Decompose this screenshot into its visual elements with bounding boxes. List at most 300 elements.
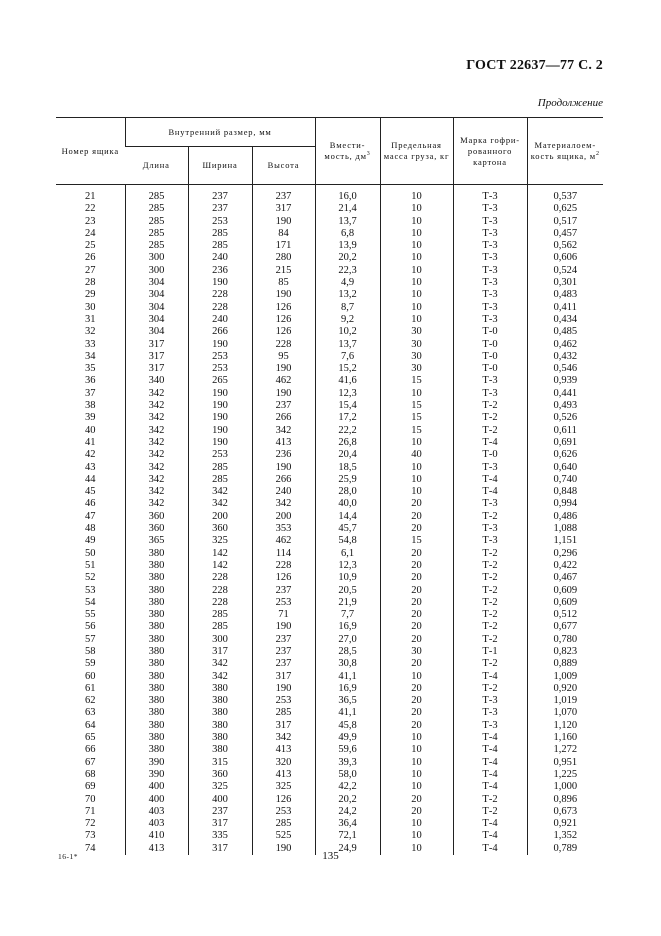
cell-height: 237 (252, 658, 315, 670)
cell-length: 380 (125, 572, 188, 584)
cell-number: 52 (85, 572, 96, 584)
cell-length: 380 (125, 695, 188, 707)
cell-material: 0,434 (527, 314, 603, 326)
table-row (56, 252, 603, 264)
cell-max-mass: 20 (380, 634, 453, 646)
table-row (56, 351, 603, 363)
cell-max-mass: 15 (380, 375, 453, 387)
cell-max-mass: 20 (380, 597, 453, 609)
cell-width: 285 (188, 228, 252, 240)
cell-width: 190 (188, 437, 252, 449)
cell-length: 342 (125, 486, 188, 498)
cell-material: 0,889 (527, 658, 603, 670)
col-header-material (527, 118, 603, 185)
cell-height: 85 (252, 277, 315, 289)
cell-cardboard-brand: Т-1 (453, 646, 527, 658)
cell-max-mass: 10 (380, 671, 453, 683)
cell-number: 69 (85, 781, 96, 793)
cell-height: 126 (252, 326, 315, 338)
cell-number: 49 (85, 535, 96, 547)
cell-height: 228 (252, 339, 315, 351)
table-row (56, 769, 603, 781)
cell-cardboard-brand: Т-2 (453, 794, 527, 806)
cell-length: 380 (125, 707, 188, 719)
cell-height: 266 (252, 412, 315, 424)
cell-max-mass: 30 (380, 326, 453, 338)
cell-material: 1,160 (527, 732, 603, 744)
cell-length: 380 (125, 560, 188, 572)
cell-material: 1,070 (527, 707, 603, 719)
cell-capacity: 6,8 (315, 228, 380, 240)
table-row (56, 425, 603, 437)
cell-capacity: 15,4 (315, 400, 380, 412)
cell-number: 46 (85, 498, 96, 510)
cell-material: 0,512 (527, 609, 603, 621)
cell-number: 22 (85, 203, 96, 215)
table-header (56, 118, 603, 185)
box-dimensions-table-wrapper (56, 117, 603, 855)
table-row (56, 830, 603, 842)
table-row (56, 326, 603, 338)
cell-width: 285 (188, 609, 252, 621)
cell-max-mass: 10 (380, 240, 453, 252)
cell-width: 342 (188, 658, 252, 670)
cell-width: 380 (188, 695, 252, 707)
cell-capacity: 13,7 (315, 339, 380, 351)
table-row (56, 720, 603, 732)
cell-cardboard-brand: Т-2 (453, 400, 527, 412)
cell-max-mass: 10 (380, 302, 453, 314)
cell-length: 400 (125, 794, 188, 806)
cell-width: 200 (188, 511, 252, 523)
cell-length: 342 (125, 474, 188, 486)
cell-capacity: 24,9 (315, 843, 380, 855)
cell-material: 0,920 (527, 683, 603, 695)
cell-max-mass: 10 (380, 314, 453, 326)
cell-capacity: 22,3 (315, 265, 380, 277)
cell-height: 253 (252, 597, 315, 609)
table-row (56, 486, 603, 498)
cell-cardboard-brand: Т-3 (453, 302, 527, 314)
cell-height: 240 (252, 486, 315, 498)
table-row (56, 609, 603, 621)
cell-material: 0,896 (527, 794, 603, 806)
cell-width: 325 (188, 535, 252, 547)
cell-width: 380 (188, 732, 252, 744)
cell-material: 1,000 (527, 781, 603, 793)
cell-max-mass: 30 (380, 351, 453, 363)
cell-length: 380 (125, 646, 188, 658)
cell-capacity: 17,2 (315, 412, 380, 424)
cell-width: 342 (188, 671, 252, 683)
cell-height: 342 (252, 498, 315, 510)
cell-material: 0,606 (527, 252, 603, 264)
cell-material: 0,611 (527, 425, 603, 437)
cell-length: 403 (125, 806, 188, 818)
cell-height: 190 (252, 621, 315, 633)
cell-material: 0,625 (527, 203, 603, 215)
cell-width: 240 (188, 314, 252, 326)
cell-material: 0,677 (527, 621, 603, 633)
cell-material: 0,411 (527, 302, 603, 314)
cell-width: 317 (188, 646, 252, 658)
cell-cardboard-brand: Т-2 (453, 412, 527, 424)
cell-capacity: 13,2 (315, 289, 380, 301)
cell-width: 300 (188, 634, 252, 646)
cell-number: 70 (85, 793, 96, 805)
cell-height: 95 (252, 351, 315, 363)
cell-max-mass: 10 (380, 277, 453, 289)
cell-capacity: 13,9 (315, 240, 380, 252)
cell-cardboard-brand: Т-3 (453, 191, 527, 203)
table-row (56, 498, 603, 510)
cell-width: 400 (188, 794, 252, 806)
cell-height: 317 (252, 203, 315, 215)
cell-number: 25 (85, 240, 96, 252)
cell-max-mass: 10 (380, 252, 453, 264)
table-row (56, 449, 603, 461)
cell-width: 253 (188, 363, 252, 375)
cell-capacity: 72,1 (315, 830, 380, 842)
cell-number: 27 (85, 264, 96, 276)
cell-material: 0,673 (527, 806, 603, 818)
cell-max-mass: 20 (380, 720, 453, 732)
cell-material: 0,462 (527, 339, 603, 351)
cell-cardboard-brand: Т-3 (453, 252, 527, 264)
cell-capacity: 4,9 (315, 277, 380, 289)
cell-cardboard-brand: Т-3 (453, 240, 527, 252)
table-row (56, 302, 603, 314)
cell-material: 0,640 (527, 462, 603, 474)
cell-width: 190 (188, 388, 252, 400)
cell-max-mass: 20 (380, 548, 453, 560)
cell-capacity: 27,0 (315, 634, 380, 646)
cell-max-mass: 15 (380, 412, 453, 424)
cell-length: 380 (125, 548, 188, 560)
table-row (56, 535, 603, 547)
cell-material: 0,562 (527, 240, 603, 252)
cell-capacity: 41,6 (315, 375, 380, 387)
cell-max-mass: 30 (380, 646, 453, 658)
cell-width: 253 (188, 351, 252, 363)
table-row (56, 523, 603, 535)
cell-length: 304 (125, 314, 188, 326)
cell-length: 304 (125, 289, 188, 301)
cell-length: 300 (125, 265, 188, 277)
cell-capacity: 26,8 (315, 437, 380, 449)
table-row (56, 240, 603, 252)
cell-length: 342 (125, 498, 188, 510)
cell-height: 190 (252, 843, 315, 855)
cell-height: 114 (252, 548, 315, 560)
col-header-material-unit-exponent: 2 (595, 151, 600, 158)
cell-number: 36 (85, 375, 96, 387)
cell-material: 0,457 (527, 228, 603, 240)
cell-capacity: 12,3 (315, 388, 380, 400)
cell-capacity: 8,7 (315, 302, 380, 314)
cell-max-mass: 10 (380, 437, 453, 449)
cell-cardboard-brand: Т-3 (453, 314, 527, 326)
cell-width: 380 (188, 720, 252, 732)
cell-length: 413 (125, 843, 188, 855)
cell-width: 237 (188, 191, 252, 203)
cell-width: 285 (188, 621, 252, 633)
table-row (56, 228, 603, 240)
cell-number: 60 (85, 670, 96, 682)
cell-number: 55 (85, 609, 96, 621)
cell-length: 410 (125, 830, 188, 842)
cell-material: 0,921 (527, 818, 603, 830)
cell-number: 63 (85, 707, 96, 719)
cell-max-mass: 10 (380, 388, 453, 400)
col-header-number: Номер ящика (56, 118, 125, 185)
cell-max-mass: 10 (380, 462, 453, 474)
cell-width: 237 (188, 203, 252, 215)
cell-width: 266 (188, 326, 252, 338)
cell-material: 0,537 (527, 191, 603, 203)
cell-cardboard-brand: Т-3 (453, 388, 527, 400)
cell-capacity: 21,9 (315, 597, 380, 609)
cell-length: 285 (125, 228, 188, 240)
cell-cardboard-brand: Т-0 (453, 363, 527, 375)
cell-number: 57 (85, 633, 96, 645)
cell-number: 21 (85, 191, 96, 202)
table-row (56, 621, 603, 633)
cell-height: 317 (252, 671, 315, 683)
cell-width: 253 (188, 216, 252, 228)
cell-number: 53 (85, 584, 96, 596)
cell-max-mass: 10 (380, 818, 453, 830)
cell-material: 0,467 (527, 572, 603, 584)
cell-max-mass: 20 (380, 511, 453, 523)
cell-max-mass: 20 (380, 806, 453, 818)
cell-cardboard-brand: Т-3 (453, 228, 527, 240)
cell-height: 190 (252, 363, 315, 375)
table-row (56, 560, 603, 572)
cell-material: 1,088 (527, 523, 603, 535)
cell-number: 33 (85, 338, 96, 350)
cell-number: 34 (85, 350, 96, 362)
table-row (56, 806, 603, 818)
continuation-label: Продолжение (537, 97, 603, 109)
cell-height: 280 (252, 252, 315, 264)
cell-number: 73 (85, 830, 96, 842)
cell-number: 67 (85, 756, 96, 768)
cell-number: 61 (85, 682, 96, 694)
cell-material: 0,296 (527, 548, 603, 560)
cell-length: 342 (125, 425, 188, 437)
cell-capacity: 45,8 (315, 720, 380, 732)
cell-length: 342 (125, 437, 188, 449)
cell-number: 24 (85, 227, 96, 239)
cell-width: 360 (188, 769, 252, 781)
cell-width: 380 (188, 707, 252, 719)
cell-capacity: 45,7 (315, 523, 380, 535)
cell-cardboard-brand: Т-4 (453, 732, 527, 744)
cell-width: 190 (188, 277, 252, 289)
cell-material: 0,823 (527, 646, 603, 658)
cell-length: 342 (125, 412, 188, 424)
cell-height: 190 (252, 462, 315, 474)
cell-material: 1,225 (527, 769, 603, 781)
cell-height: 200 (252, 511, 315, 523)
cell-max-mass: 10 (380, 830, 453, 842)
cell-material: 0,422 (527, 560, 603, 572)
cell-height: 190 (252, 683, 315, 695)
cell-width: 285 (188, 240, 252, 252)
cell-capacity: 16,9 (315, 683, 380, 695)
cell-height: 126 (252, 302, 315, 314)
cell-width: 142 (188, 560, 252, 572)
cell-height: 462 (252, 375, 315, 387)
cell-length: 380 (125, 658, 188, 670)
cell-width: 380 (188, 683, 252, 695)
cell-number: 38 (85, 400, 96, 412)
cell-length: 317 (125, 363, 188, 375)
cell-cardboard-brand: Т-4 (453, 830, 527, 842)
col-header-capacity (315, 118, 380, 185)
table-row (56, 658, 603, 670)
cell-capacity: 49,9 (315, 732, 380, 744)
cell-height: 84 (252, 228, 315, 240)
col-header-inner-size: Внутренний размер, мм (125, 118, 315, 147)
cell-length: 380 (125, 683, 188, 695)
cell-width: 142 (188, 548, 252, 560)
cell-length: 285 (125, 191, 188, 203)
cell-cardboard-brand: Т-2 (453, 806, 527, 818)
cell-cardboard-brand: Т-0 (453, 449, 527, 461)
cell-length: 380 (125, 744, 188, 756)
cell-number: 65 (85, 732, 96, 744)
cell-capacity: 10,2 (315, 326, 380, 338)
cell-material: 0,483 (527, 289, 603, 301)
col-header-width: Ширина (188, 147, 252, 185)
cell-material: 0,789 (527, 843, 603, 855)
cell-length: 380 (125, 609, 188, 621)
cell-capacity: 42,2 (315, 781, 380, 793)
cell-length: 304 (125, 277, 188, 289)
box-dimensions-table (56, 117, 603, 855)
cell-material: 0,951 (527, 757, 603, 769)
cell-height: 71 (252, 609, 315, 621)
cell-number: 26 (85, 252, 96, 264)
cell-capacity: 20,5 (315, 585, 380, 597)
cell-max-mass: 10 (380, 228, 453, 240)
cell-material: 0,485 (527, 326, 603, 338)
cell-max-mass: 20 (380, 707, 453, 719)
cell-length: 380 (125, 634, 188, 646)
table-row (56, 744, 603, 756)
cell-capacity: 21,4 (315, 203, 380, 215)
cell-material: 0,526 (527, 412, 603, 424)
cell-number: 47 (85, 510, 96, 522)
cell-height: 525 (252, 830, 315, 842)
cell-number: 41 (85, 436, 96, 448)
cell-cardboard-brand: Т-4 (453, 437, 527, 449)
table-row (56, 289, 603, 301)
cell-width: 285 (188, 474, 252, 486)
cell-material: 1,352 (527, 830, 603, 842)
cell-capacity: 36,4 (315, 818, 380, 830)
document-title: ГОСТ 22637—77 С. 2 (466, 58, 603, 73)
cell-length: 340 (125, 375, 188, 387)
cell-cardboard-brand: Т-4 (453, 671, 527, 683)
cell-cardboard-brand: Т-2 (453, 511, 527, 523)
cell-height: 126 (252, 314, 315, 326)
table-row (56, 695, 603, 707)
cell-width: 228 (188, 597, 252, 609)
cell-capacity: 58,0 (315, 769, 380, 781)
cell-material: 0,691 (527, 437, 603, 449)
cell-max-mass: 10 (380, 769, 453, 781)
cell-number: 35 (85, 363, 96, 375)
cell-max-mass: 20 (380, 683, 453, 695)
cell-width: 228 (188, 585, 252, 597)
cell-cardboard-brand: Т-3 (453, 203, 527, 215)
cell-number: 51 (85, 559, 96, 571)
cell-number: 45 (85, 486, 96, 498)
cell-max-mass: 10 (380, 732, 453, 744)
cell-cardboard-brand: Т-4 (453, 769, 527, 781)
cell-material: 1,151 (527, 535, 603, 547)
cell-material: 0,493 (527, 400, 603, 412)
table-row (56, 794, 603, 806)
cell-number: 31 (85, 313, 96, 325)
table-row (56, 707, 603, 719)
cell-width: 237 (188, 806, 252, 818)
cell-width: 360 (188, 523, 252, 535)
cell-length: 380 (125, 732, 188, 744)
table-row (56, 646, 603, 658)
cell-length: 390 (125, 757, 188, 769)
cell-height: 413 (252, 744, 315, 756)
cell-max-mass: 20 (380, 794, 453, 806)
cell-length: 360 (125, 511, 188, 523)
cell-material: 0,546 (527, 363, 603, 375)
cell-width: 228 (188, 289, 252, 301)
cell-cardboard-brand: Т-3 (453, 498, 527, 510)
cell-number: 42 (85, 449, 96, 461)
cell-material: 1,019 (527, 695, 603, 707)
col-header-capacity-text: Вмести-мость, дм (324, 140, 367, 161)
cell-number: 56 (85, 621, 96, 633)
cell-cardboard-brand: Т-3 (453, 375, 527, 387)
cell-number: 28 (85, 277, 96, 289)
cell-width: 253 (188, 449, 252, 461)
cell-height: 236 (252, 449, 315, 461)
table-row (56, 634, 603, 646)
cell-capacity: 16,9 (315, 621, 380, 633)
cell-number: 29 (85, 289, 96, 301)
col-header-height: Высота (252, 147, 315, 185)
cell-height: 413 (252, 437, 315, 449)
cell-height: 325 (252, 781, 315, 793)
cell-number: 66 (85, 744, 96, 756)
cell-length: 380 (125, 585, 188, 597)
cell-capacity: 39,3 (315, 757, 380, 769)
cell-material: 0,486 (527, 511, 603, 523)
cell-material: 1,120 (527, 720, 603, 732)
cell-number: 50 (85, 547, 96, 559)
cell-capacity: 20,2 (315, 252, 380, 264)
cell-capacity: 13,7 (315, 216, 380, 228)
cell-width: 380 (188, 744, 252, 756)
cell-max-mass: 20 (380, 523, 453, 535)
cell-max-mass: 15 (380, 400, 453, 412)
cell-height: 171 (252, 240, 315, 252)
cell-max-mass: 20 (380, 609, 453, 621)
cell-number: 72 (85, 818, 96, 830)
